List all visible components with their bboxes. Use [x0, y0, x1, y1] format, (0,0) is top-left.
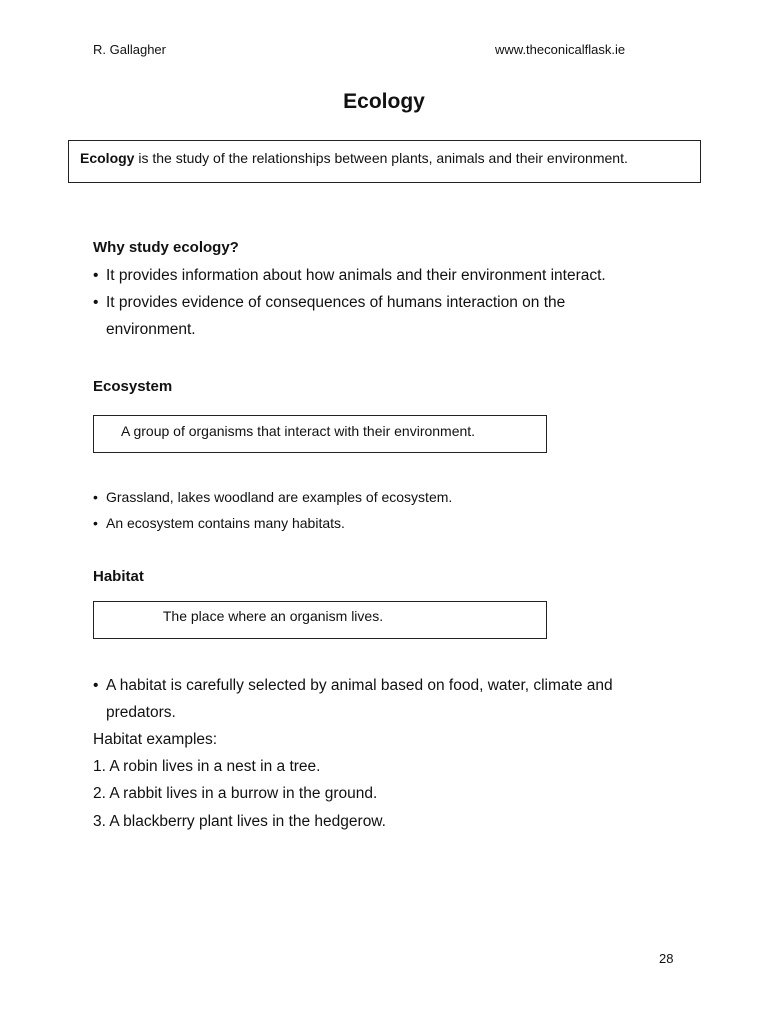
- bullet-glyph: •: [93, 677, 99, 694]
- definition-text: is the study of the relationships between plants, animals and their environment.: [134, 150, 628, 166]
- habitat-examples-label: Habitat examples:: [93, 731, 218, 748]
- ecosystem-bullet-1: • Grassland, lakes woodland are examples of ecosystem.: [93, 489, 453, 505]
- why-study-heading: Why study ecology?: [93, 239, 239, 256]
- habitat-bullet-1-continuation: predators.: [106, 704, 176, 721]
- why-study-bullet-2-continuation: environment.: [106, 321, 196, 338]
- ecosystem-definition-box: [93, 415, 547, 453]
- habitat-definition-box: [93, 601, 547, 639]
- page-number: 28: [659, 951, 674, 966]
- header-author: R. Gallagher: [93, 42, 166, 57]
- ecosystem-bullet-2: • An ecosystem contains many habitats.: [93, 515, 345, 531]
- ecosystem-heading: Ecosystem: [93, 378, 173, 395]
- ecosystem-definition-text: A group of organisms that interact with their environment.: [121, 423, 476, 439]
- header-website: www.theconicalflask.ie: [495, 42, 626, 57]
- bullet-glyph: •: [93, 515, 98, 531]
- bullet-glyph: •: [93, 267, 99, 284]
- habitat-heading: Habitat: [93, 568, 144, 585]
- bullet-glyph: •: [93, 294, 99, 311]
- definition-term: Ecology: [80, 150, 135, 166]
- ecology-definition-box: [68, 140, 701, 183]
- why-study-bullet-2: • It provides evidence of consequences of humans interaction on the: [93, 294, 566, 311]
- habitat-example-2: 2. A rabbit lives in a burrow in the ground.: [93, 785, 378, 802]
- bullet-glyph: •: [93, 489, 98, 505]
- habitat-bullet-1: • A habitat is carefully selected by animal based on food, water, climate and: [93, 677, 613, 694]
- why-study-bullet-1: • It provides information about how animals and their environment interact.: [93, 267, 606, 284]
- habitat-definition-text: The place where an organism lives.: [162, 608, 384, 624]
- habitat-example-1: 1. A robin lives in a nest in a tree.: [93, 758, 321, 775]
- habitat-example-3: 3. A blackberry plant lives in the hedgerow.: [93, 813, 386, 830]
- page-title: Ecology: [343, 90, 425, 113]
